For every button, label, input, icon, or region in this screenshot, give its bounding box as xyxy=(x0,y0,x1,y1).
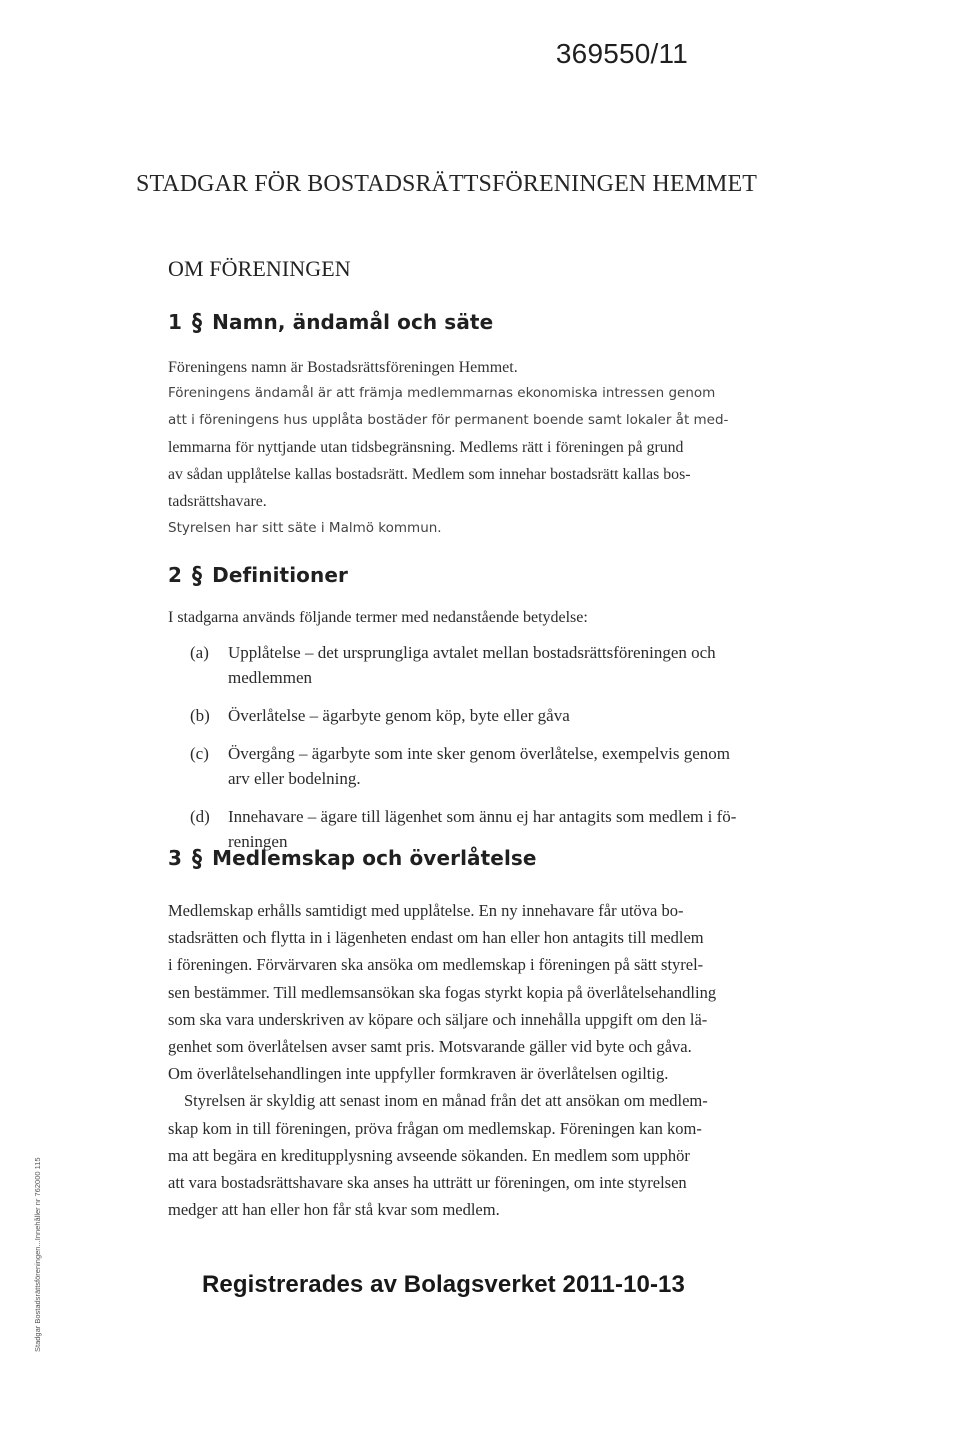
paragraph-3-heading xyxy=(168,843,537,873)
list-item-marker: (a) xyxy=(190,643,209,662)
text-line: reningen xyxy=(228,832,288,851)
paragraph-2-heading xyxy=(168,560,348,590)
paragraph-number: 3 xyxy=(168,846,183,870)
paragraph-number: 1 xyxy=(168,310,183,334)
paragraph-number: 2 xyxy=(168,563,183,587)
text-line: Övergång – ägarbyte som inte sker genom överlåtelse, exempelvis genom xyxy=(228,744,730,763)
list-item-marker: (c) xyxy=(190,744,209,763)
text-line: Överlåtelse – ägarbyte genom köp, byte eller gåva xyxy=(228,706,570,725)
text-line: Innehavare – ägare till lägenhet som ännu ej har antagits som medlem i fö- xyxy=(228,807,737,826)
text-line: Föreningens ändamål är att främja medlemmarnas ekonomiska intressen genom xyxy=(168,385,716,401)
definitions-intro: I stadgarna används följande termer med nedanstående betydelse: xyxy=(168,609,588,626)
list-item xyxy=(190,741,830,791)
text-line: ma att begära en kreditupplysning avseende sökanden. En medlem som upphör xyxy=(168,1145,690,1165)
paragraph-title: Definitioner xyxy=(212,563,348,587)
paragraph-title: Medlemskap och överlåtelse xyxy=(212,846,537,870)
list-item-text xyxy=(228,703,830,728)
section-sign-icon: § xyxy=(192,843,203,873)
text-line: Upplåtelse – det ursprungliga avtalet mellan bostadsrättsföreningen och xyxy=(228,643,716,662)
text-line: genhet som överlåtelsen avser samt pris. Motsvarande gäller vid byte och gåva. xyxy=(168,1037,692,1057)
text-line: skap kom in till föreningen, pröva frågan om medlemskap. Föreningen kan kom- xyxy=(168,1118,702,1138)
text-line: Styrelsen har sitt säte i Malmö kommun. xyxy=(168,520,442,536)
margin-note: Stadgar Bostadsrättsföreningen...Innehåller nr 762000 115 xyxy=(33,1157,42,1352)
text-line: i föreningen. Förvärvaren ska ansöka om medlemskap i föreningen på sätt styrel- xyxy=(168,955,704,975)
section-sign-icon: § xyxy=(192,307,203,337)
text-line: tadsrättshavare. xyxy=(168,493,267,510)
list-item-marker: (d) xyxy=(190,807,210,826)
list-item-text xyxy=(228,640,830,690)
paragraph-1-body xyxy=(168,354,818,542)
list-item-marker: (b) xyxy=(190,706,210,725)
list-item xyxy=(190,640,830,690)
paragraph-1-heading xyxy=(168,307,494,337)
text-line: Medlemskap erhålls samtidigt med upplåtelse. En ny innehavare får utöva bo- xyxy=(168,901,684,920)
list-item xyxy=(190,703,830,728)
paragraph-3-body xyxy=(168,897,818,1223)
text-line: att vara bostadsrättshavare ska anses ha utträtt ur föreningen, om inte styrelsen xyxy=(168,1173,687,1193)
section-heading: OM FÖRENINGEN xyxy=(168,256,351,281)
paragraph-title: Namn, ändamål och säte xyxy=(212,310,494,334)
registration-stamp: Registrerades av Bolagsverket 2011-10-13 xyxy=(202,1271,685,1298)
text-line: Om överlåtelsehandlingen inte uppfyller formkraven är överlåtelsen ogiltig. xyxy=(168,1064,669,1084)
section-sign-icon: § xyxy=(192,560,203,590)
text-line: stadsrätten och flytta in i lägenheten endast om han eller hon antagits till medlem xyxy=(168,928,704,948)
text-line: Föreningens namn är Bostadsrättsföreningen Hemmet. xyxy=(168,359,518,376)
text-line: lemmarna för nyttjande utan tidsbegränsning. Medlems rätt i föreningen på grund xyxy=(168,439,684,456)
definitions-list xyxy=(190,640,830,867)
text-line: sen bestämmer. Till medlemsansökan ska fogas styrkt kopia på överlåtelsehandling xyxy=(168,982,717,1002)
list-item-text xyxy=(228,741,830,791)
text-line: medlemmen xyxy=(228,668,313,687)
text-line: att i föreningens hus upplåta bostäder för permanent boende samt lokaler åt med- xyxy=(168,412,729,428)
document-number: 369550/11 xyxy=(555,38,688,69)
text-line: arv eller bodelning. xyxy=(228,769,361,788)
text-line: av sådan upplåtelse kallas bostadsrätt. Medlem som innehar bostadsrätt kallas bos- xyxy=(168,466,691,483)
text-line: medger att han eller hon får stå kvar som medlem. xyxy=(168,1200,500,1220)
text-line: som ska vara underskriven av köpare och säljare och innehålla uppgift om den lä- xyxy=(168,1009,708,1029)
document-title: STADGAR FÖR BOSTADSRÄTTSFÖRENINGEN HEMMET xyxy=(136,171,757,197)
text-line: Styrelsen är skyldig att senast inom en månad från det att ansökan om medlem- xyxy=(184,1091,708,1111)
